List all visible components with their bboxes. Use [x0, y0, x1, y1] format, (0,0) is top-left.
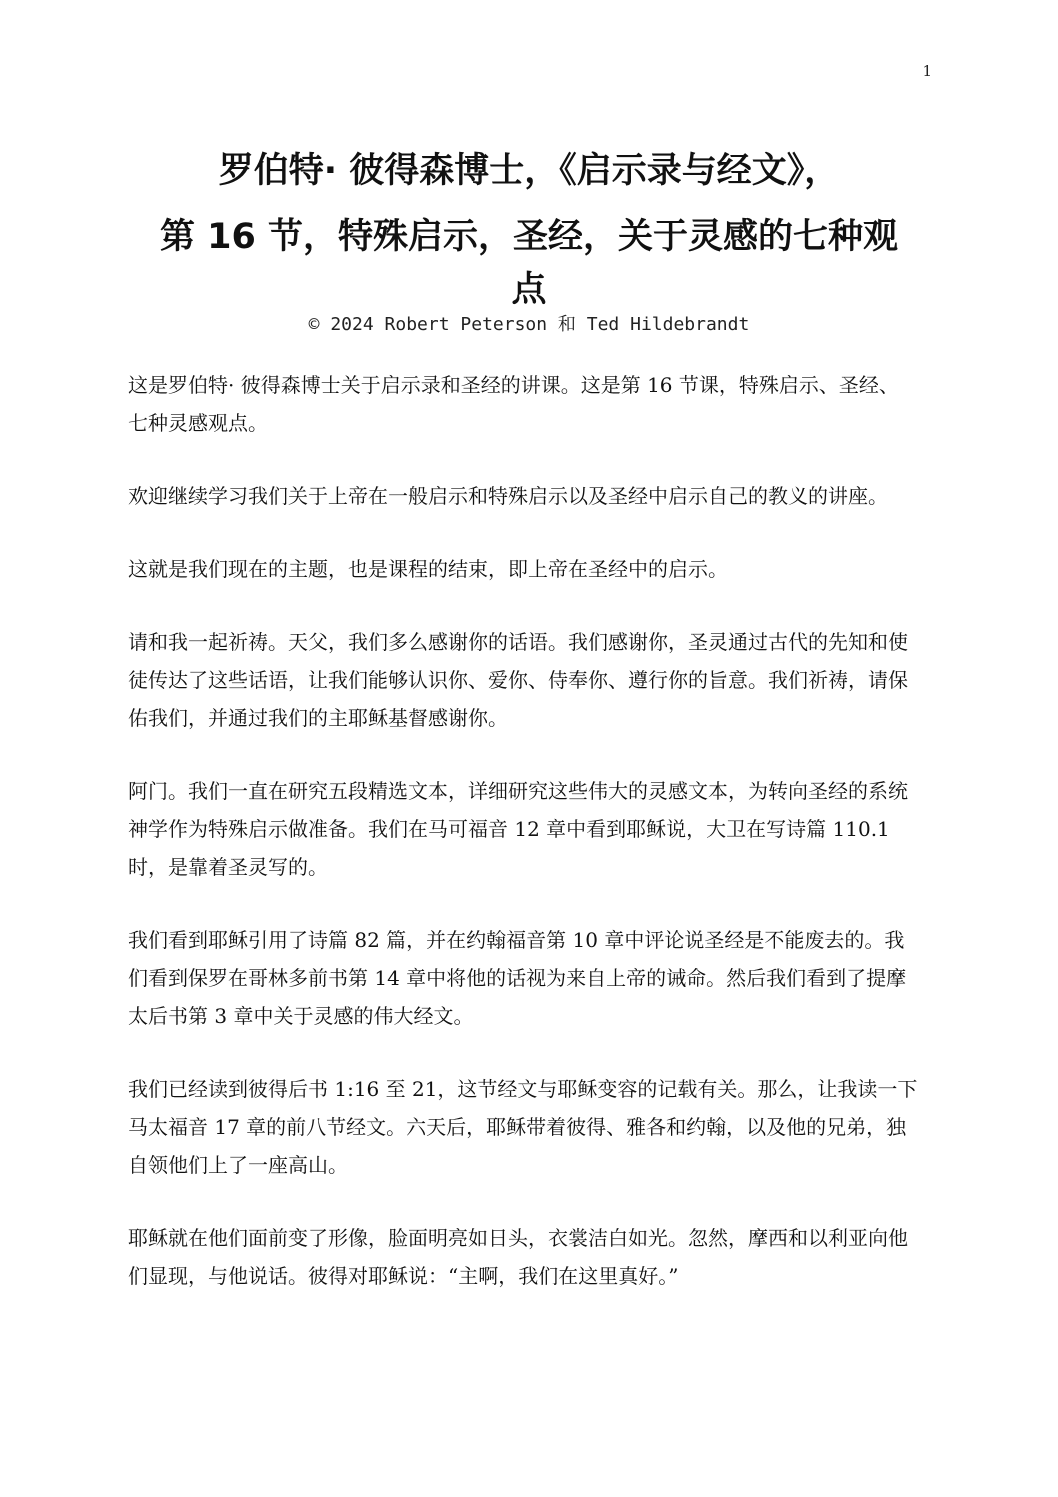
paragraph: 我们看到耶稣引用了诗篇 82 篇，并在约翰福音第 10 章中评论说圣经是不能废去的。我们看到保罗在哥林多前书第 14 章中将他的话视为来自上帝的诫命。然后我们看到了提摩太后书第 3 章中关于灵感的伟大经文。 — [128, 928, 907, 1028]
title-line-2: 第 16 节，特殊启示，圣经，关于灵感的七种观 — [159, 217, 899, 257]
paragraph: 这是罗伯特· 彼得森博士关于启示录和圣经的讲课。这是第 16 节课，特殊启示、圣经、七种灵感观点。 — [128, 373, 899, 435]
document-body — [128, 366, 918, 1330]
title-line-1: 罗伯特· 彼得森博士，《启示录与经文》， — [218, 151, 840, 191]
copyright-line: © 2024 Robert Peterson 和 Ted Hildebrandt — [308, 314, 750, 335]
paragraph: 耶稣就在他们面前变了形像，脸面明亮如日头，衣裳洁白如光。忽然，摩西和以利亚向他们显现，与他说话。彼得对耶稣说：“主啊，我们在这里真好。” — [128, 1226, 908, 1288]
page-number: 1 — [922, 62, 932, 80]
paragraph: 欢迎继续学习我们关于上帝在一般启示和特殊启示以及圣经中启示自己的教义的讲座。 — [128, 484, 888, 508]
paragraph: 这就是我们现在的主题，也是课程的结束，即上帝在圣经中的启示。 — [128, 557, 728, 581]
paragraph: 我们已经读到彼得后书 1:16 至 21，这节经文与耶稣变容的记载有关。那么，让我读一下马太福音 17 章的前八节经文。六天后，耶稣带着彼得、雅各和约翰，以及他的兄弟，独自领他们上了一座高山。 — [128, 1077, 918, 1177]
paragraph: 阿门。我们一直在研究五段精选文本，详细研究这些伟大的灵感文本，为转向圣经的系统神学作为特殊启示做准备。我们在马可福音 12 章中看到耶稣说，大卫在写诗篇 110.1 时，是靠着圣灵写的。 — [128, 779, 908, 879]
title-line-3: 点 — [511, 270, 547, 310]
document-title — [128, 138, 930, 310]
paragraph: 请和我一起祈祷。天父，我们多么感谢你的话语。我们感谢你，圣灵通过古代的先知和使徒传达了这些话语，让我们能够认识你、爱你、侍奉你、遵行你的旨意。我们祈祷，请保佑我们，并通过我们的主耶稣基督感谢你。 — [128, 630, 908, 730]
